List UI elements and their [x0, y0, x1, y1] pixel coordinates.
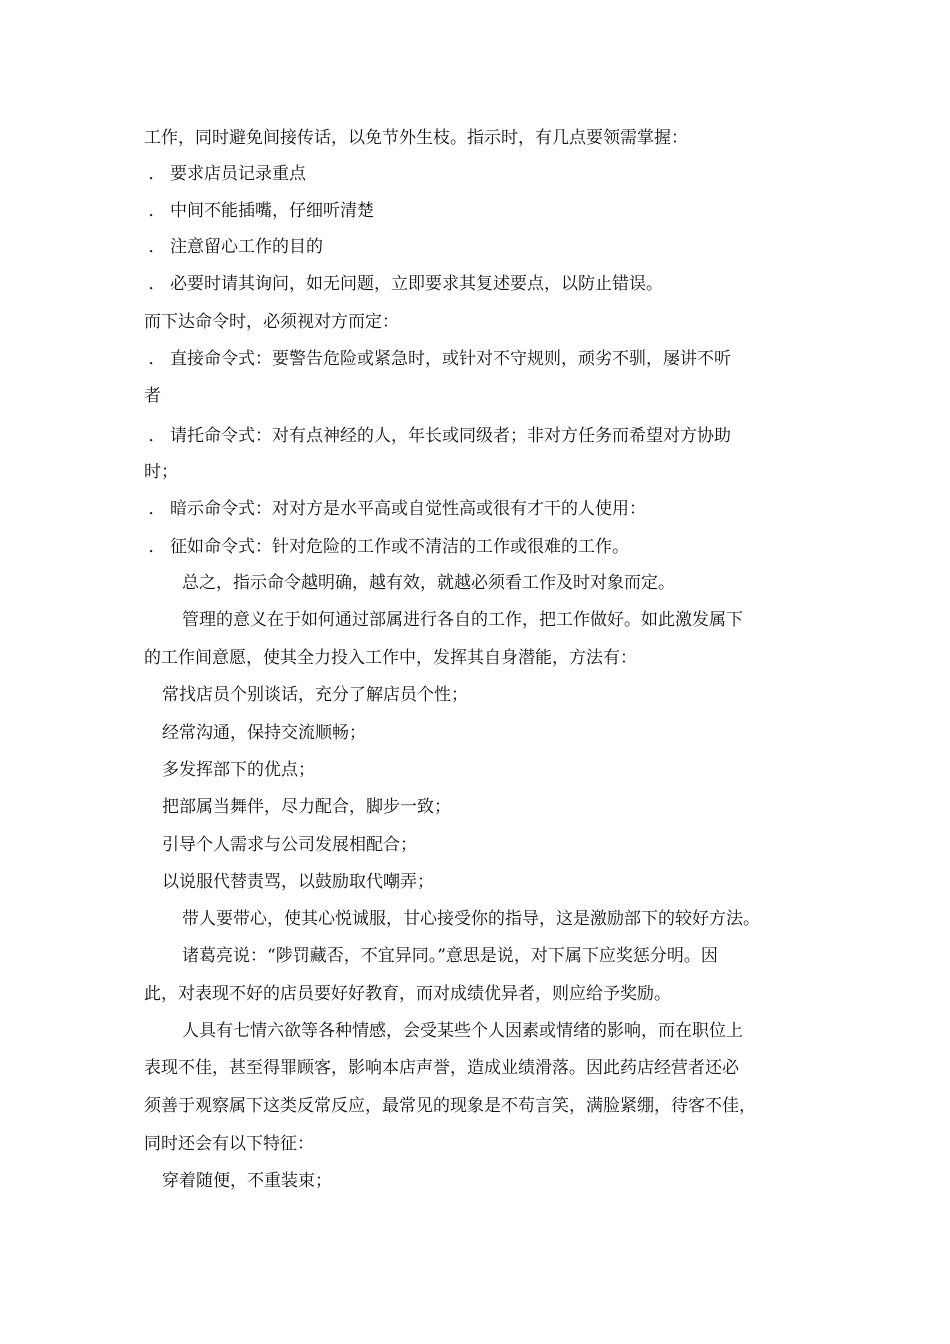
paragraph-line: 须善于观察属下这类反常反应，最常见的现象是不苟言笑，满脸紧绷，待客不佳，	[144, 1096, 756, 1116]
bullet-mark: ．	[148, 349, 166, 369]
bullet-item	[144, 200, 814, 222]
bullet-mark: ．	[148, 237, 166, 257]
paragraph-line: 时；	[144, 462, 178, 482]
bullet-text: 直接命令式：要警告危险或紧急时，或针对不守规则，顽劣不驯，屡讲不听	[170, 349, 731, 369]
bullet-mark: ．	[148, 274, 166, 294]
paragraph-line: 总之，指示命令越明确，越有效，就越必须看工作及时对象而定。	[182, 573, 675, 593]
paragraph-line: 工作，同时避免间接传话，以免节外生枝。指示时，有几点要领需掌握：	[144, 128, 688, 148]
bullet-text: 暗示命令式：对对方是水平高或自觉性高或很有才干的人使用：	[170, 499, 646, 519]
bullet-item	[144, 348, 814, 370]
bullet-item	[144, 236, 814, 258]
bullet-text: 必要时请其询问，如无问题，立即要求其复述要点，以防止错误。	[170, 274, 663, 294]
list-line: 以说服代替责骂，以鼓励取代嘲弄；	[162, 872, 434, 892]
bullet-mark: ．	[148, 164, 166, 184]
bullet-mark: ．	[148, 499, 166, 519]
paragraph-line: 带人要带心，使其心悦诚服，甘心接受你的指导，这是激励部下的较好方法。	[182, 909, 760, 929]
list-line: 引导个人需求与公司发展相配合；	[162, 835, 417, 855]
paragraph-line: 诸葛亮说：“陟罚藏否，不宜异同。”意思是说，对下属下应奖惩分明。因	[182, 946, 718, 966]
bullet-text: 征如命令式：针对危险的工作或不清洁的工作或很难的工作。	[170, 537, 629, 557]
bullet-item	[144, 273, 814, 295]
paragraph-line: 而下达命令时，必须视对方而定：	[144, 312, 399, 332]
bullet-text: 注意留心工作的目的	[170, 237, 323, 257]
paragraph-line: 者	[144, 386, 161, 406]
bullet-text: 要求店员记录重点	[170, 164, 306, 184]
bullet-item	[144, 163, 814, 185]
bullet-mark: ．	[148, 537, 166, 557]
list-line: 常找店员个别谈话，充分了解店员个性；	[162, 685, 468, 705]
paragraph-line: 管理的意义在于如何通过部属进行各自的工作，把工作做好。如此激发属下	[182, 610, 743, 630]
bullet-mark: ．	[148, 201, 166, 221]
paragraph-line: 的工作间意愿，使其全力投入工作中，发挥其自身潜能，方法有：	[144, 648, 637, 668]
paragraph-line: 表现不佳，甚至得罪顾客，影响本店声誉，造成业绩滑落。因此药店经营者还必	[144, 1058, 739, 1078]
bullet-mark: ．	[148, 426, 166, 446]
paragraph-line: 此，对表现不好的店员要好好教育，而对成绩优异者，则应给予奖励。	[144, 984, 671, 1004]
bullet-item	[144, 536, 814, 558]
list-line: 多发挥部下的优点；	[162, 760, 315, 780]
bullet-text: 中间不能插嘴，仔细听清楚	[170, 201, 374, 221]
paragraph-line: 同时还会有以下特征：	[144, 1134, 314, 1154]
list-line: 经常沟通，保持交流顺畅；	[162, 723, 366, 743]
bullet-text: 请托命令式：对有点神经的人，年长或同级者；非对方任务而希望对方协助	[170, 426, 731, 446]
bullet-item	[144, 425, 814, 447]
bullet-item	[144, 498, 814, 520]
list-line: 把部属当舞伴，尽力配合，脚步一致；	[162, 797, 451, 817]
paragraph-line: 人具有七情六欲等各种情感，会受某些个人因素或情绪的影响，而在职位上	[182, 1021, 743, 1041]
list-line: 穿着随便，不重装束；	[162, 1171, 332, 1191]
